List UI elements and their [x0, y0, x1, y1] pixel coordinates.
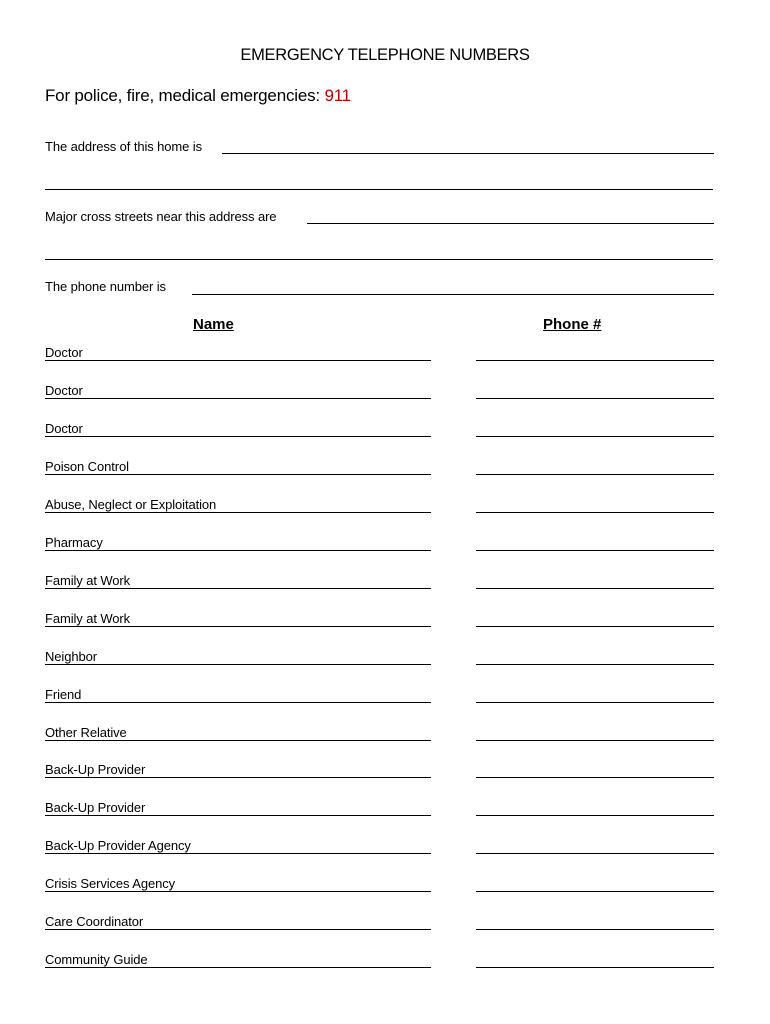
contact-row — [0, 535, 770, 565]
contact-label: Family at Work — [45, 572, 131, 588]
contact-label: Crisis Services Agency — [45, 876, 176, 892]
contact-label: Abuse, Neglect or Exploitation — [45, 496, 217, 512]
emergency-line — [45, 86, 351, 106]
name-field-line[interactable] — [45, 512, 431, 513]
contact-label: Care Coordinator — [45, 914, 144, 930]
name-field-line[interactable] — [45, 777, 431, 778]
emergency-number: 911 — [324, 86, 351, 105]
contact-row — [0, 725, 770, 755]
name-field-line[interactable] — [45, 398, 431, 399]
phone-field-line[interactable] — [476, 815, 714, 816]
contact-row — [0, 573, 770, 603]
contact-label: Friend — [45, 686, 82, 702]
contact-row — [0, 800, 770, 830]
contact-row — [0, 611, 770, 641]
contact-row — [0, 459, 770, 489]
phone-field-line[interactable] — [476, 360, 714, 361]
contact-label: Back-Up Provider — [45, 762, 146, 778]
contact-label: Other Relative — [45, 724, 127, 740]
contact-row — [0, 914, 770, 944]
name-field-line[interactable] — [45, 664, 431, 665]
name-field-line[interactable] — [45, 967, 431, 968]
contact-row — [0, 952, 770, 982]
contact-label: Doctor — [45, 420, 83, 436]
phone-field-line[interactable] — [476, 891, 714, 892]
name-field-line[interactable] — [45, 360, 431, 361]
contact-row — [0, 497, 770, 527]
phone-field-line[interactable] — [476, 512, 714, 513]
name-field-line[interactable] — [45, 815, 431, 816]
name-field-line[interactable] — [45, 550, 431, 551]
contact-row — [0, 345, 770, 375]
phone-field-line[interactable] — [476, 626, 714, 627]
contact-label: Poison Control — [45, 458, 129, 474]
cross-streets-label: Major cross streets near this address are — [45, 209, 277, 224]
name-field-line[interactable] — [45, 436, 431, 437]
address-label: The address of this home is — [45, 139, 202, 154]
contact-row — [0, 838, 770, 868]
phone-field-line[interactable] — [192, 294, 714, 295]
phone-field-line[interactable] — [476, 664, 714, 665]
page-title: EMERGENCY TELEPHONE NUMBERS — [240, 46, 530, 64]
contact-label: Neighbor — [45, 648, 97, 664]
phone-field-line[interactable] — [476, 967, 714, 968]
name-field-line[interactable] — [45, 588, 431, 589]
phone-label: The phone number is — [45, 279, 166, 294]
phone-field-line[interactable] — [476, 398, 714, 399]
name-column-header: Name — [193, 316, 234, 333]
address-field-line-1[interactable] — [222, 153, 714, 154]
phone-field-line[interactable] — [476, 550, 714, 551]
contact-row — [0, 762, 770, 792]
name-field-line[interactable] — [45, 474, 431, 475]
contact-label: Community Guide — [45, 952, 148, 968]
emergency-text: For police, fire, medical emergencies: — [45, 86, 325, 105]
name-field-line[interactable] — [45, 929, 431, 930]
phone-field-line[interactable] — [476, 588, 714, 589]
contact-label: Doctor — [45, 345, 83, 360]
cross-streets-field-line-1[interactable] — [307, 223, 714, 224]
contact-row — [0, 687, 770, 717]
cross-streets-field-line-2[interactable] — [45, 259, 713, 260]
contact-label: Doctor — [45, 382, 83, 398]
phone-field-line[interactable] — [476, 702, 714, 703]
phone-field-line[interactable] — [476, 777, 714, 778]
phone-column-header: Phone # — [543, 316, 602, 333]
contact-label: Back-Up Provider Agency — [45, 838, 191, 854]
name-field-line[interactable] — [45, 626, 431, 627]
phone-field-line[interactable] — [476, 474, 714, 475]
contact-label: Pharmacy — [45, 534, 103, 550]
contact-row — [0, 383, 770, 413]
contact-label: Family at Work — [45, 610, 131, 626]
name-field-line[interactable] — [45, 702, 431, 703]
contact-row — [0, 649, 770, 679]
phone-field-line[interactable] — [476, 929, 714, 930]
contact-row — [0, 421, 770, 451]
phone-field-line[interactable] — [476, 436, 714, 437]
name-field-line[interactable] — [45, 891, 431, 892]
contact-row — [0, 876, 770, 906]
phone-field-line[interactable] — [476, 853, 714, 854]
phone-field-line[interactable] — [476, 740, 714, 741]
contact-label: Back-Up Provider — [45, 800, 146, 816]
name-field-line[interactable] — [45, 853, 431, 854]
address-field-line-2[interactable] — [45, 189, 713, 190]
name-field-line[interactable] — [45, 740, 431, 741]
